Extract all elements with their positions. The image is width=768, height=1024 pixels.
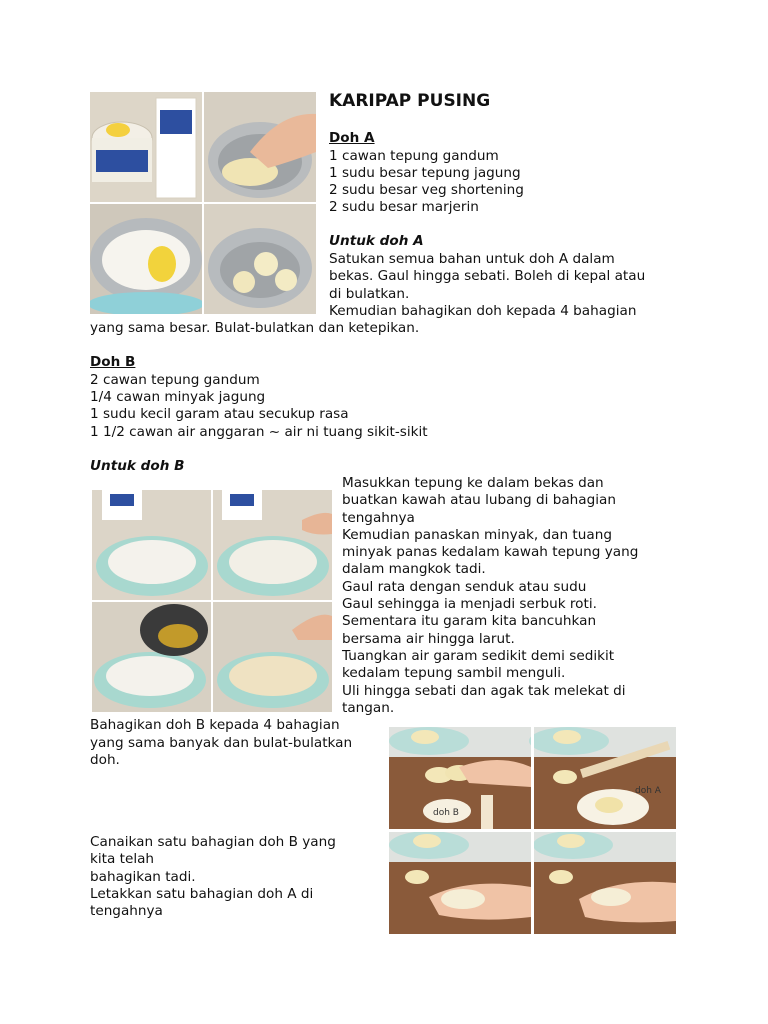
doh-b-ingredient: 1/4 cawan minyak jagung [90, 389, 266, 405]
canaikan-line: Letakkan satu bahagian doh A di [90, 886, 314, 902]
page-title: KARIPAP PUSING [329, 91, 491, 111]
rolling-photo-svg [389, 727, 676, 934]
canaikan-line: Canaikan satu bahagian doh B yang [90, 834, 336, 850]
untuk-doh-a-line: di bulatkan. [329, 286, 410, 302]
doh-a-ingredient: 1 cawan tepung gandum [329, 148, 499, 164]
bahagikan-line: doh. [90, 752, 120, 768]
bahagikan-line: Bahagikan doh B kepada 4 bahagian [90, 717, 340, 733]
doh-b-ingredient: 1 1/2 cawan air anggaran ~ air ni tuang sikit-sikit [90, 424, 428, 440]
untuk-doh-b-line: Gaul sehingga ia menjadi serbuk roti. [342, 596, 597, 612]
untuk-doh-a-line: yang sama besar. Bulat-bulatkan dan ketepikan. [90, 320, 420, 336]
doh-b-photo-svg [92, 490, 332, 712]
untuk-doh-b-line: Sementara itu garam kita bancuhkan [342, 613, 597, 629]
untuk-doh-b-line: buatkan kawah atau lubang di bahagian [342, 492, 616, 508]
untuk-doh-b-line: bersama air hingga larut. [342, 631, 515, 647]
untuk-doh-b-line: dalam mangkok tadi. [342, 561, 486, 577]
doh-a-ingredient: 1 sudu besar tepung jagung [329, 165, 521, 181]
doh-a-ingredient: 2 sudu besar marjerin [329, 199, 479, 215]
untuk-doh-b-heading: Untuk doh B [90, 458, 185, 474]
bahagikan-line: yang sama banyak dan bulat-bulatkan [90, 735, 353, 751]
canaikan-line: bahagikan tadi. [90, 869, 196, 885]
doh-a-heading: Doh A [329, 130, 375, 146]
canaikan-line: tengahnya [90, 903, 163, 919]
doh-b-photo-collage [92, 490, 332, 712]
doh-a-ingredient: 2 sudu besar veg shortening [329, 182, 524, 198]
doh-b-heading: Doh B [90, 354, 136, 370]
untuk-doh-a-line: Satukan semua bahan untuk doh A dalam [329, 251, 615, 267]
doh-b-ingredient: 1 sudu kecil garam atau secukup rasa [90, 406, 349, 422]
canaikan-line: kita telah [90, 851, 155, 867]
untuk-doh-a-heading: Untuk doh A [329, 233, 424, 249]
untuk-doh-a-line: bekas. Gaul hingga sebati. Boleh di kepal atau [329, 268, 646, 284]
doh-a-photo-label: doh A [635, 786, 661, 796]
untuk-doh-a-line: Kemudian bahagikan doh kepada 4 bahagian [329, 303, 637, 319]
untuk-doh-b-line: Uli hingga sebati dan agak tak melekat di [342, 683, 626, 699]
untuk-doh-b-line: minyak panas kedalam kawah tepung yang [342, 544, 639, 560]
doh-a-photo-svg [90, 92, 316, 314]
untuk-doh-b-line: tangan. [342, 700, 395, 716]
untuk-doh-b-line: Kemudian panaskan minyak, dan tuang [342, 527, 612, 543]
untuk-doh-b-line: tengahnya [342, 510, 415, 526]
untuk-doh-b-line: kedalam tepung sambil menguli. [342, 665, 566, 681]
rolling-photo-collage [389, 727, 676, 934]
untuk-doh-b-line: Masukkan tepung ke dalam bekas dan [342, 475, 604, 491]
untuk-doh-b-line: Tuangkan air garam sedikit demi sedikit [342, 648, 615, 664]
doh-b-photo-label: doh B [433, 808, 459, 818]
doh-b-ingredient: 2 cawan tepung gandum [90, 372, 260, 388]
doh-a-photo-collage [90, 92, 316, 314]
untuk-doh-b-line: Gaul rata dengan senduk atau sudu [342, 579, 587, 595]
